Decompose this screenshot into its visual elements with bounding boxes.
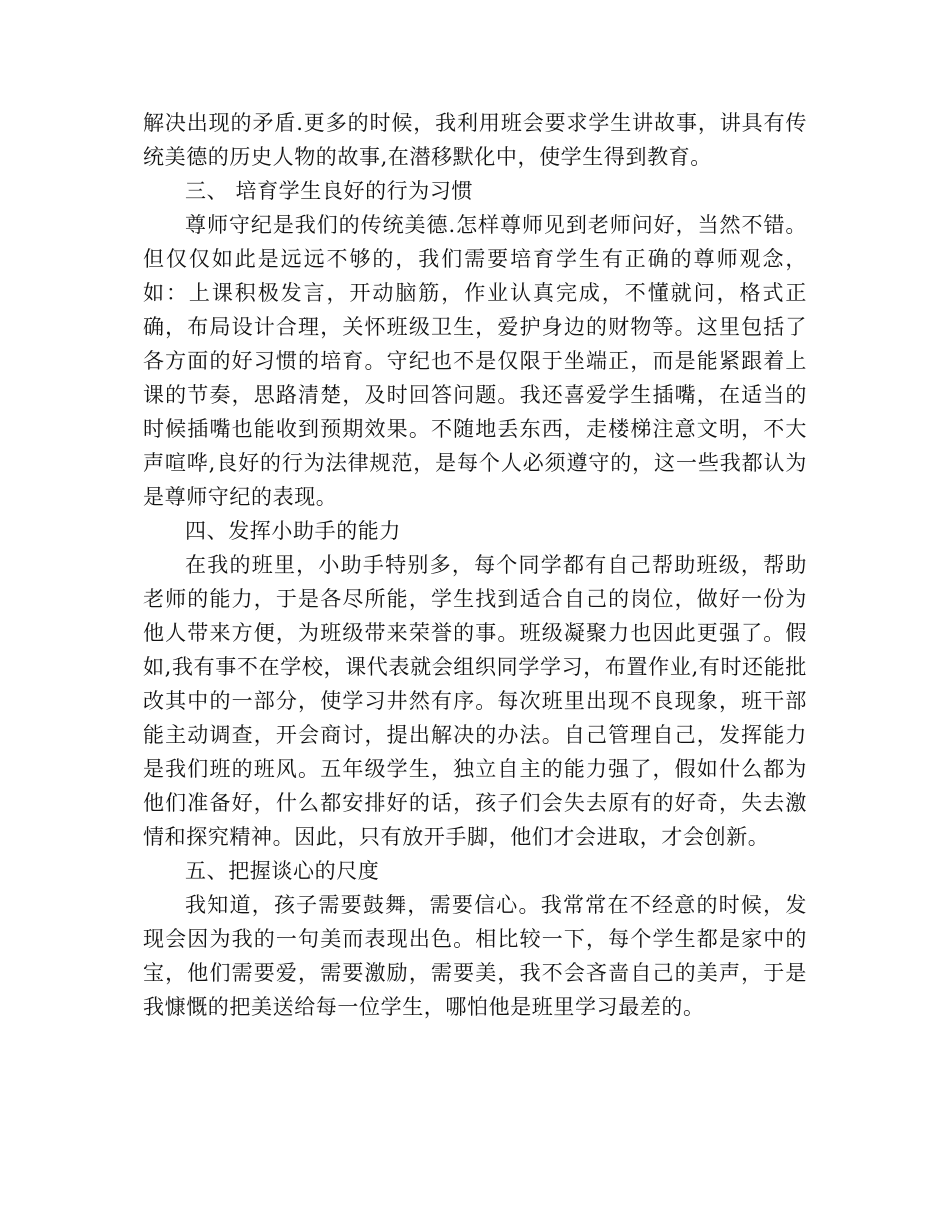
paragraph-little-helpers: 在我的班里，小助手特别多，每个同学都有自己帮助班级，帮助老师的能力，于是各尽所能，学生找到适合自己的岗位，做好一份为他人带来方便，为班级带来荣誉的事。班级凝聚力也因此更强了。假如,我有事不在学校，课代表就会组织同学学习，布置作业,有时还能批改其中的一部分，使学习井然有序。每次班里出现不良现象，班干部能主动调查，开会商讨，提出解决的办法。自己管理自己，发挥能力是我们班的班风。五年级学生，独立自主的能力强了，假如什么都为他们准备好，什么都安排好的话，孩子们会失去原有的好奇，失去激情和探究精神。因此，只有放开手脚，他们才会进取，才会创新。 bbox=[143, 553, 807, 849]
paragraph-heart-to-heart: 我知道，孩子需要鼓舞，需要信心。我常常在不经意的时候，发现会因为我的一句美而表现出色。相比较一下，每个学生都是家中的宝，他们需要爱，需要激励，需要美，我不会吝啬自己的美声，于是我慷慨的把美送给每一位学生，哪怕他是班里学习最差的。 bbox=[143, 893, 807, 1019]
paragraph-behavior-habits: 尊师守纪是我们的传统美德.怎样尊师见到老师问好，当然不错。但仅仅如此是远远不够的，我们需要培育学生有正确的尊师观念，如：上课积极发言，开动脑筋，作业认真完成，不懂就问，格式正确，布局设计合理，关怀班级卫生，爱护身边的财物等。这里包括了各方面的好习惯的培育。守纪也不是仅限于坐端正，而是能紧跟着上课的节奏，思路清楚，及时回答问题。我还喜爱学生插嘴，在适当的时候插嘴也能收到预期效果。不随地丢东西，走楼梯注意文明，不大声喧哗,良好的行为法律规范，是每个人必须遵守的，这一些我都认为是尊师守纪的表现。 bbox=[143, 213, 807, 509]
section-heading-three: 三、 培育学生良好的行为习惯 bbox=[185, 179, 474, 203]
section-heading-four: 四、发挥小助手的能力 bbox=[185, 519, 401, 543]
paragraph-continuation: 解决出现的矛盾.更多的时候，我利用班会要求学生讲故事，讲具有传统美德的历史人物的故事,在潜移默化中，使学生得到教育。 bbox=[143, 111, 807, 169]
section-heading-five: 五、把握谈心的尺度 bbox=[185, 859, 380, 883]
document-body bbox=[143, 106, 807, 1024]
